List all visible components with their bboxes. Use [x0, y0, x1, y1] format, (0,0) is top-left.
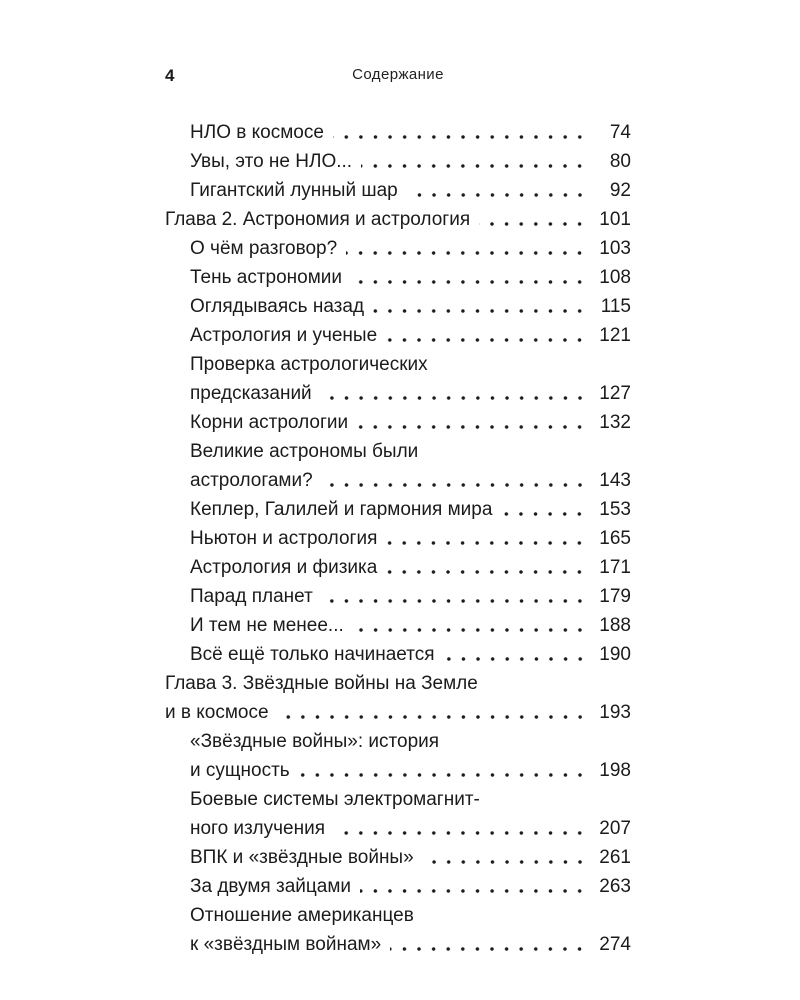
toc-page-number: 143	[599, 470, 631, 491]
toc-entry-title: И тем не менее...	[190, 615, 344, 636]
dot-leader	[479, 205, 589, 234]
toc-page-number: 188	[599, 615, 631, 636]
toc-entry-title: О чём разговор?	[190, 238, 338, 259]
toc-entry	[165, 263, 631, 292]
toc-entry	[165, 872, 631, 901]
toc-entry-title: Гигантский лунный шар	[190, 180, 398, 201]
toc-page-number: 153	[599, 499, 631, 520]
toc-entry	[165, 495, 631, 524]
toc-line	[190, 756, 631, 785]
toc-line	[190, 118, 631, 147]
toc-entry-title: и сущность	[190, 760, 290, 781]
toc-line	[190, 524, 631, 553]
toc-entry	[165, 582, 631, 611]
toc-entry	[165, 176, 631, 205]
toc-line	[190, 292, 631, 321]
toc-line	[190, 234, 631, 263]
dot-leader	[444, 640, 590, 669]
toc-page-number: 165	[599, 528, 631, 549]
toc-entry-title: НЛО в космосе	[190, 122, 324, 143]
toc-page-number: 80	[609, 151, 631, 172]
toc-line	[190, 408, 631, 437]
toc-entry-title: Отношение американцев	[190, 905, 414, 926]
toc-entry-title: «Звёздные войны»: история	[190, 731, 440, 752]
toc-entry-title: Глава 3. Звёздные войны на Земле	[165, 673, 478, 694]
toc-line	[190, 263, 631, 292]
toc-entry-title: Всё ещё только начинается	[190, 644, 435, 665]
toc-entry	[165, 408, 631, 437]
toc-entry	[165, 147, 631, 176]
toc-entry	[165, 611, 631, 640]
toc-page-number: 190	[599, 644, 631, 665]
toc-entry-title: Астрология и физика	[190, 557, 378, 578]
toc-entry	[165, 292, 631, 321]
dot-leader	[322, 466, 589, 495]
toc-entry-title: Проверка астрологических	[190, 354, 428, 375]
dot-leader	[386, 321, 589, 350]
toc-line	[190, 495, 631, 524]
toc-entry-title: Астрология и ученые	[190, 325, 378, 346]
toc-entry-title: Корни астрологии	[190, 412, 349, 433]
dot-leader	[357, 408, 589, 437]
toc-entry	[165, 901, 631, 959]
dot-leader	[423, 843, 589, 872]
toc-page-number: 207	[599, 818, 631, 839]
toc-entry	[165, 553, 631, 582]
toc-page-number: 274	[599, 934, 631, 955]
toc-entry-title: Тень астрономии	[190, 267, 343, 288]
toc-entry-title: Боевые системы электромагнит-	[190, 789, 480, 810]
folio-page-number: 4	[165, 66, 175, 85]
toc-entry	[165, 843, 631, 872]
toc-entry-title: предсказаний	[190, 383, 312, 404]
toc-entry-title: Великие астрономы были	[190, 441, 419, 462]
toc-entry-title: Увы, это не НЛО...	[190, 151, 353, 172]
toc-entry	[165, 321, 631, 350]
toc-entry	[165, 640, 631, 669]
toc-entry	[165, 205, 631, 234]
toc-page-number: 108	[599, 267, 631, 288]
toc-line	[190, 321, 631, 350]
dot-leader	[373, 292, 589, 321]
toc-entry-title: Кеплер, Галилей и гармония мира	[190, 499, 493, 520]
dot-leader	[321, 379, 589, 408]
toc-line	[190, 814, 631, 843]
toc-entry-title: астрологами?	[190, 470, 313, 491]
toc-line	[190, 843, 631, 872]
dot-leader	[353, 611, 589, 640]
toc-page-number: 198	[599, 760, 631, 781]
toc-line	[190, 611, 631, 640]
toc-page-number: 74	[609, 122, 631, 143]
toc-page-number: 101	[599, 209, 631, 230]
dot-leader	[334, 814, 589, 843]
toc-line	[190, 930, 631, 959]
toc-entry-title: Глава 2. Астрономия и астрология	[165, 209, 471, 230]
toc-page-number: 261	[599, 847, 631, 868]
toc-line	[190, 466, 631, 495]
toc-line	[190, 727, 631, 756]
toc-entry-title: к «звёздным войнам»	[190, 934, 382, 955]
toc-page-number: 193	[599, 702, 631, 723]
toc-line	[165, 669, 631, 698]
toc-page-number: 103	[599, 238, 631, 259]
running-title: Содержание	[352, 66, 444, 83]
toc-line	[190, 872, 631, 901]
toc-entry	[165, 350, 631, 408]
toc-page-number: 121	[599, 325, 631, 346]
dot-leader	[386, 553, 589, 582]
toc-line	[190, 350, 631, 379]
toc-entry	[165, 669, 631, 727]
dot-leader	[501, 495, 589, 524]
toc-entry	[165, 118, 631, 147]
page-header	[165, 66, 631, 88]
toc-entry	[165, 234, 631, 263]
dot-leader	[407, 176, 589, 205]
page-content	[165, 66, 631, 959]
toc-page-number: 132	[599, 412, 631, 433]
toc-list	[165, 118, 631, 959]
toc-line	[190, 379, 631, 408]
toc-entry	[165, 785, 631, 843]
dot-leader	[386, 524, 589, 553]
toc-line	[190, 901, 631, 930]
toc-line	[165, 698, 631, 727]
toc-page-number: 115	[600, 296, 631, 317]
toc-entry-title: Ньютон и астрология	[190, 528, 378, 549]
toc-entry-title: ного излучения	[190, 818, 325, 839]
toc-page-number: 127	[599, 383, 631, 404]
toc-page-number: 92	[609, 180, 631, 201]
toc-page-number: 171	[599, 557, 631, 578]
toc-line	[190, 437, 631, 466]
toc-line	[190, 553, 631, 582]
dot-leader	[278, 698, 589, 727]
dot-leader	[361, 147, 589, 176]
toc-entry	[165, 437, 631, 495]
toc-entry	[165, 524, 631, 553]
toc-entry-title: За двумя зайцами	[190, 876, 352, 897]
dot-leader	[351, 263, 589, 292]
dot-leader	[333, 118, 589, 147]
toc-entry-title: ВПК и «звёздные войны»	[190, 847, 414, 868]
toc-line	[190, 785, 631, 814]
toc-entry-title: и в космосе	[165, 702, 269, 723]
toc-line	[190, 147, 631, 176]
toc-page-number: 263	[599, 876, 631, 897]
toc-line	[190, 176, 631, 205]
toc-page-number: 179	[599, 586, 631, 607]
toc-line	[165, 205, 631, 234]
dot-leader	[346, 234, 589, 263]
dot-leader	[390, 930, 589, 959]
toc-entry-title: Оглядываясь назад	[190, 296, 365, 317]
dot-leader	[322, 582, 589, 611]
toc-entry	[165, 727, 631, 785]
toc-entry-title: Парад планет	[190, 586, 313, 607]
dot-leader	[299, 756, 589, 785]
toc-line	[190, 640, 631, 669]
toc-line	[190, 582, 631, 611]
dot-leader	[360, 872, 589, 901]
